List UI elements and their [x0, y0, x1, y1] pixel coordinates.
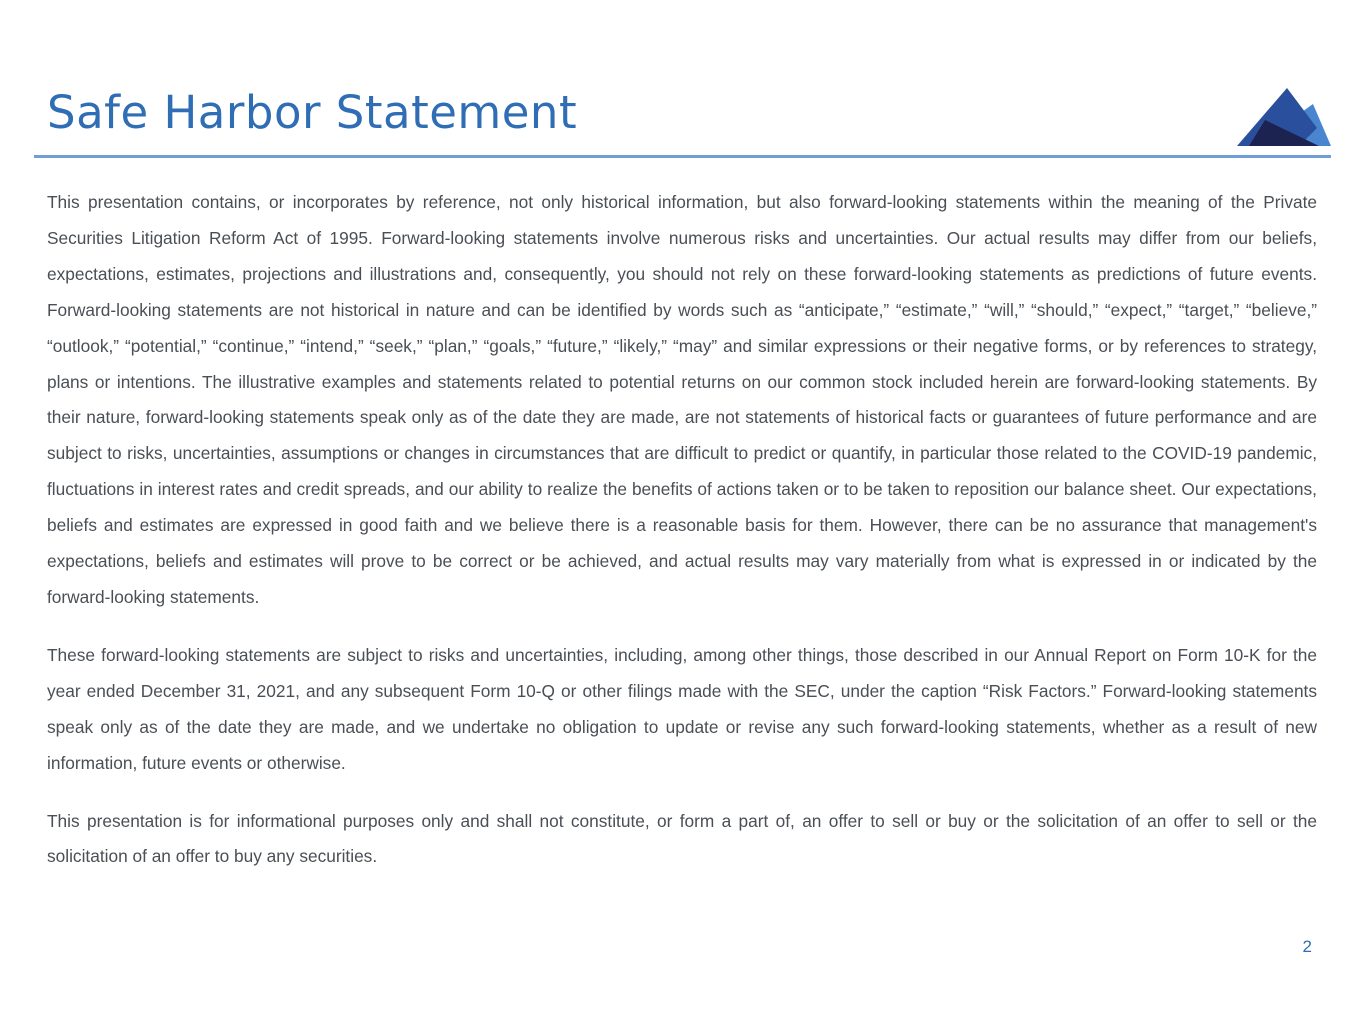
disclaimer-paragraph: These forward-looking statements are subject to risks and uncertainties, including, among other things, those described in our Annual Report on Form 10-K for the year ended December 31, 2021, and any subsequent Form 10-Q or other filings made with the SEC, under the caption “Risk Factors.” Forward-looking statements speak only as of the date they are made, and we undertake no obligation to update or revise any such forward-looking statements, whether as a result of new information, future events or otherwise. [47, 644, 1317, 773]
page-number: 2 [1302, 937, 1312, 956]
disclaimer-paragraph: This presentation contains, or incorporates by reference, not only historical information, but also forward-looking statements within the meaning of the Private Securities Litigation Reform Act of 1995. Forward-looking statements involve numerous risks and uncertainties. Our actual results may differ from our beliefs, expectations, estimates, projections and illustrations and, consequently, you should not rely on these forward-looking statements as predictions of future events. Forward-looking statements are not historical in nature and can be identified by words such as “anticipate,” “estimate,” “will,” “should,” “expect,” “target,” “believe,” “outlook,” “potential,” “continue,” “intend,” “seek,” “plan,” “goals,” “future,” “likely,” “may” and similar expressions or their negative forms, or by references to strategy, plans or intentions. The illustrative examples and statements related to potential returns on our common stock included herein are forward-looking statements. By their nature, forward-looking statements speak only as of the date they are made, are not statements of historical facts or guarantees of future performance and are subject to risks, uncertainties, assumptions or changes in circumstances that are difficult to predict or quantify, in particular those related to the COVID-19 pandemic, fluctuations in interest rates and credit spreads, and our ability to realize the benefits of actions taken or to be taken to reposition our balance sheet. Our expectations, beliefs and estimates are expressed in good faith and we believe there is a reasonable basis for them. However, there can be no assurance that management's expectations, beliefs and estimates will prove to be correct or be achieved, and actual results may vary materially from what is expressed in or indicated by the forward-looking statements. [47, 192, 1317, 607]
mountain-logo-icon [1237, 88, 1331, 148]
disclaimer-paragraph: This presentation is for informational purposes only and shall not constitute, or form a part of, an offer to sell or buy or the solicitation of an offer to sell or the solicitation of an offer to buy any securities. [47, 810, 1317, 867]
title-divider [34, 155, 1331, 158]
page-title: Safe Harbor Statement [47, 86, 578, 139]
disclaimer-body [47, 185, 1317, 897]
